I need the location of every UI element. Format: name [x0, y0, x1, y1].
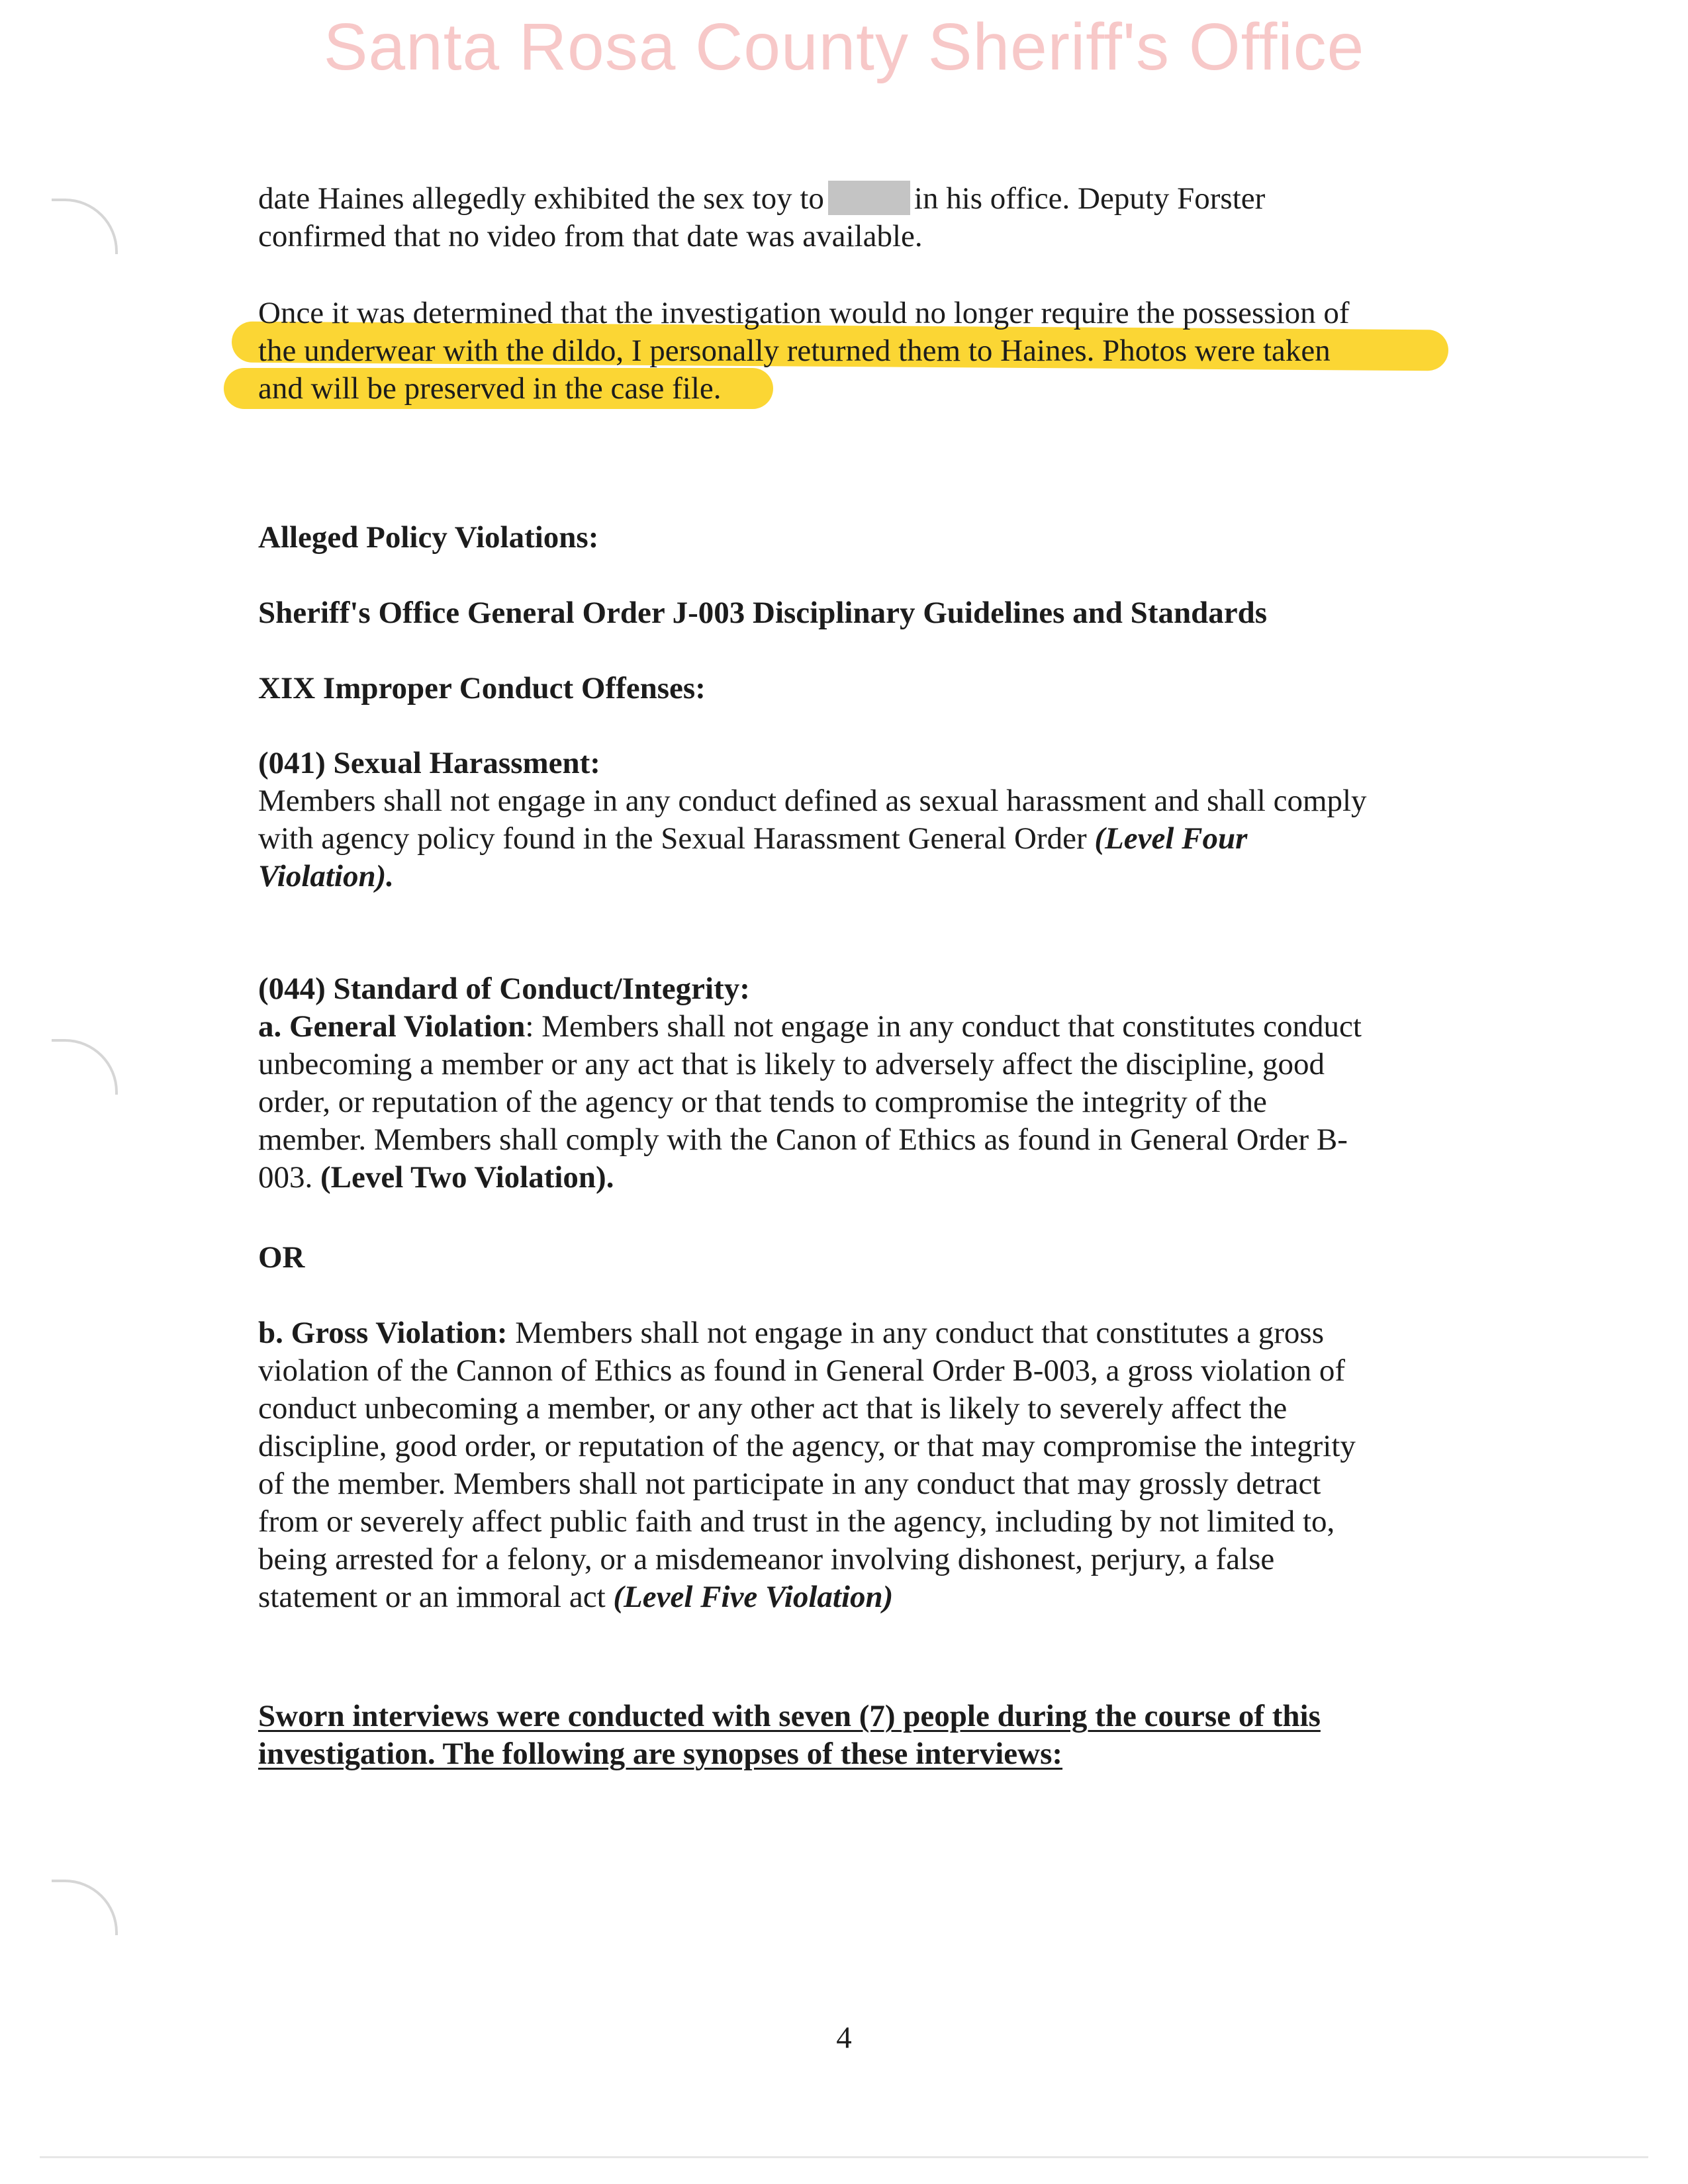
general-violation-line-5: [258, 1159, 1450, 1197]
returned-line-3: and will be preserved in the case file.: [258, 371, 722, 406]
returned-line-2: the underwear with the dildo, I personally returned them to Haines. Photos were taken: [258, 334, 1331, 368]
intro-text-a: date Haines allegedly exhibited the sex toy to: [258, 181, 824, 216]
level-four-label: (Level Four: [1094, 821, 1248, 856]
intro-line-2: confirmed that no video from that date was available.: [258, 219, 923, 253]
gross-violation-line-1: [258, 1314, 1450, 1352]
standard-conduct-section: [258, 970, 1450, 1197]
sexual-harassment-title: (041) Sexual Harassment:: [258, 746, 600, 780]
general-violation-line-2: unbecoming a member or any act that is likely to adversely affect the discipline, good: [258, 1047, 1325, 1081]
punch-hole-top: [52, 199, 118, 254]
scan-edge: [40, 2156, 1648, 2158]
gross-violation-line-3: conduct unbecoming a member, or any other act that is likely to severely affect the: [258, 1391, 1288, 1426]
watermark: Santa Rosa County Sheriff's Office: [323, 10, 1365, 84]
intro-text-b: in his office. Deputy Forster: [914, 181, 1266, 216]
returned-paragraph: [258, 295, 1450, 408]
gross-violation-section: [258, 1314, 1450, 1616]
intro-paragraph: [258, 180, 1450, 255]
gross-violation-line-5: of the member. Members shall not participate in any conduct that may grossly detract: [258, 1467, 1321, 1501]
gross-violation-label: b. Gross Violation:: [258, 1316, 508, 1350]
general-violation-line-4: member. Members shall comply with the Canon of Ethics as found in General Order B-: [258, 1122, 1348, 1157]
gross-violation-text-8: statement or an immoral act: [258, 1580, 606, 1614]
gross-violation-line-6: from or severely affect public faith and trust in the agency, including by not limited to,: [258, 1504, 1335, 1539]
sexual-harassment-line-2-text: with agency policy found in the Sexual Harassment General Order: [258, 821, 1087, 856]
level-five-label: (Level Five Violation): [613, 1580, 894, 1614]
general-violation-line-3: order, or reputation of the agency or that tends to compromise the integrity of the: [258, 1085, 1267, 1119]
returned-line-1: Once it was determined that the investigation would no longer require the possession of: [258, 296, 1350, 330]
violations-heading: Alleged Policy Violations:: [258, 520, 599, 555]
section-heading: XIX Improper Conduct Offenses:: [258, 671, 706, 705]
sexual-harassment-line-1: Members shall not engage in any conduct defined as sexual harassment and shall comply: [258, 784, 1367, 818]
gross-violation-text-1: Members shall not engage in any conduct that constitutes a gross: [507, 1316, 1324, 1350]
page-number: 4: [836, 2021, 852, 2055]
punch-hole-middle: [52, 1039, 118, 1095]
level-two-label: (Level Two Violation).: [320, 1160, 614, 1195]
intro-line-1: [258, 180, 1450, 218]
standard-conduct-title: (044) Standard of Conduct/Integrity:: [258, 972, 750, 1006]
interviews-line-1: Sworn interviews were conducted with seven (7) people during the course of this: [258, 1699, 1321, 1733]
general-violation-label: a. General Violation: [258, 1009, 526, 1044]
redaction-box: [828, 181, 910, 215]
punch-hole-bottom: [52, 1880, 118, 1935]
general-violation-text-5: 003.: [258, 1160, 313, 1195]
level-four-label-cont: Violation).: [258, 859, 395, 893]
gross-violation-line-2: violation of the Cannon of Ethics as found in General Order B-003, a gross violation of: [258, 1353, 1346, 1388]
gross-violation-line-7: being arrested for a felony, or a misdemeanor involving dishonest, perjury, a false: [258, 1542, 1275, 1576]
interviews-statement: [258, 1698, 1450, 1773]
gross-violation-line-4: discipline, good order, or reputation of the agency, or that may compromise the integrity: [258, 1429, 1356, 1463]
gross-violation-line-8: [258, 1578, 1450, 1616]
sexual-harassment-line-2: [258, 820, 1450, 858]
general-violation-text-1: : Members shall not engage in any conduct that constitutes conduct: [525, 1009, 1362, 1044]
general-violation-line-1: [258, 1008, 1450, 1046]
general-order-heading: Sheriff's Office General Order J-003 Disciplinary Guidelines and Standards: [258, 596, 1268, 630]
or-separator: OR: [258, 1240, 305, 1275]
sexual-harassment-section: [258, 745, 1450, 895]
interviews-line-2: investigation. The following are synopses of these interviews:: [258, 1737, 1063, 1771]
